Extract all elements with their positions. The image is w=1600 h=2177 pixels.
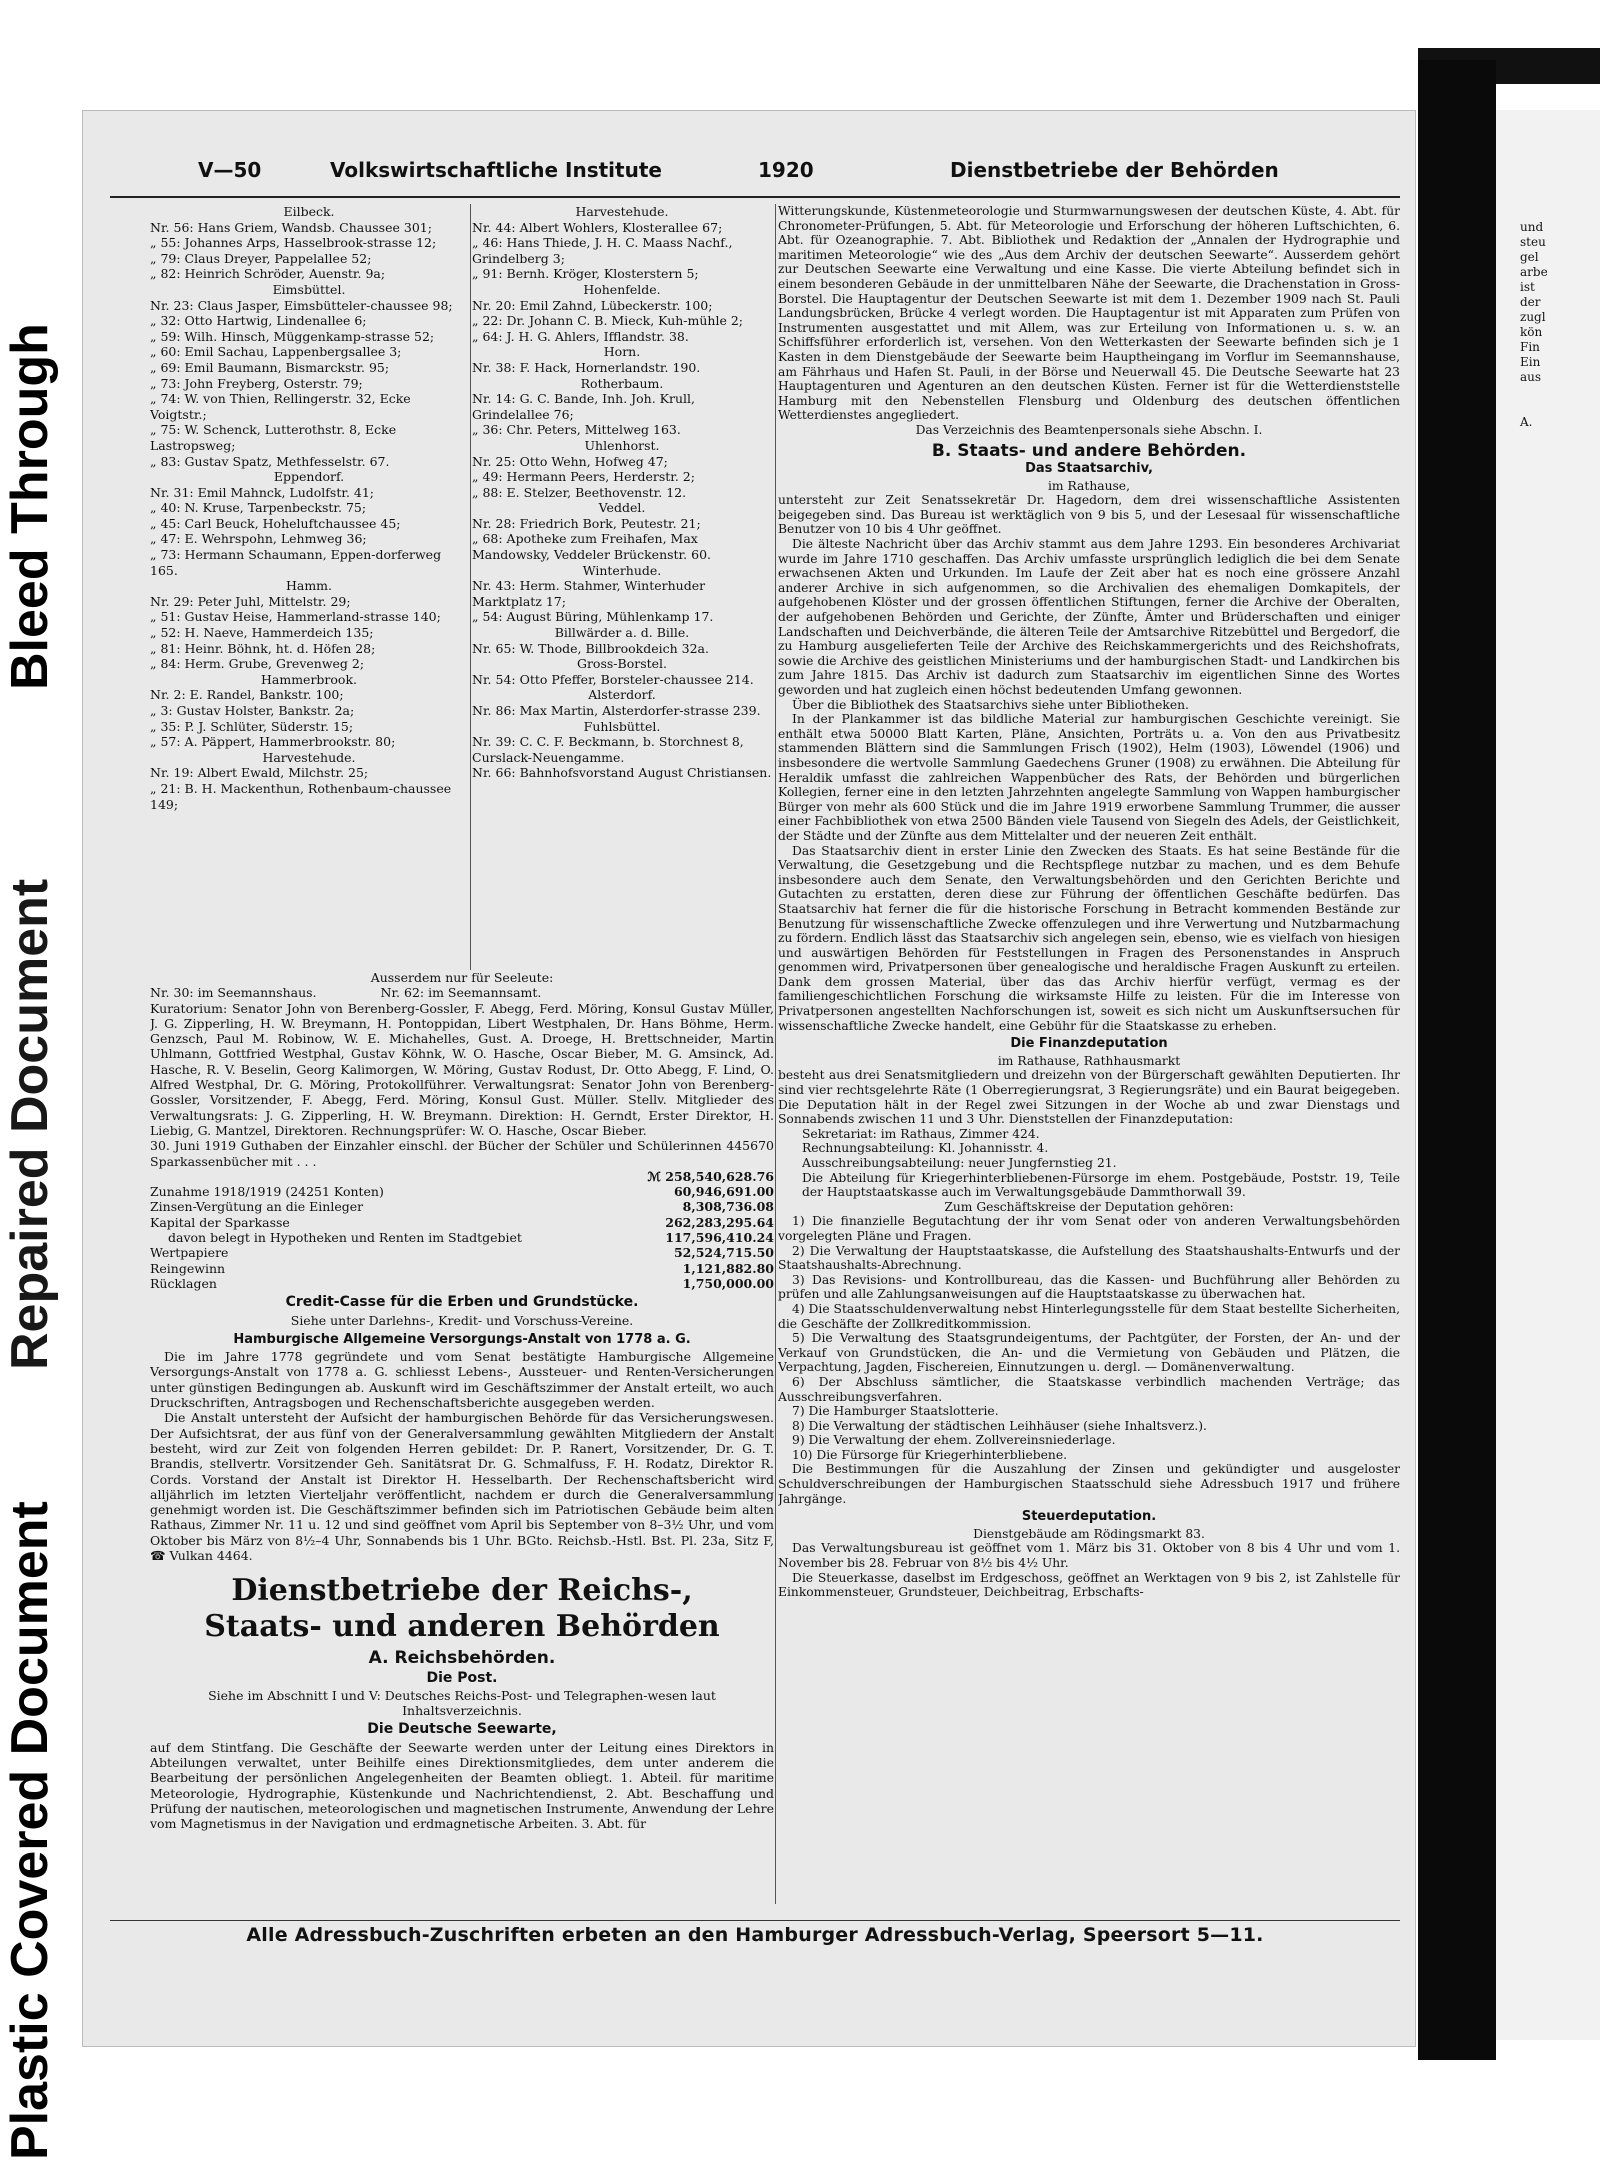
office-entry: Sekretariat: im Rathaus, Zimmer 424. xyxy=(802,1126,1040,1141)
sammelstelle-entry: „ 88: E. Stelzer, Beethovenstr. 12. xyxy=(472,484,687,500)
sammelstelle-entry: Nr. 39: C. C. F. Beckmann, b. Storchnest 8, Curslack-Neuengamme. xyxy=(472,734,744,765)
finanzdeputation-location: im Rathause, Rathhausmarkt xyxy=(997,1053,1181,1068)
district-heading: Harvestehude. xyxy=(575,204,669,219)
district-heading: Eimsbüttel. xyxy=(272,281,346,297)
geschaeftskreis-list xyxy=(778,1214,1400,1462)
sammelstelle-entry: „ 3: Gustav Holster, Bankstr. 2a; xyxy=(150,703,355,718)
facing-page-fragment: steu xyxy=(1520,235,1546,249)
facing-page-fragment: Ein xyxy=(1520,355,1541,369)
sammelstelle-entry: Nr. 19: Albert Ewald, Milchstr. 25; xyxy=(150,765,369,781)
margin-label-strip xyxy=(0,0,60,2177)
staatsarchiv-paragraph: Die älteste Nachricht über das Archiv stammt aus dem Jahre 1293. Ein besonderes Archivariat wurde im Jahre 1710 geschaffen. Das Archiv umfasste ursprünglich lediglich die bei dem Senate erwachsenen Akten und Urkunden. Im Laufe der Zeit aber hat es noch eine grössere Anzahl anderer Archive in sich aufgenommen, so die Archivalien des ehemaligen Domkapitels, der aufgehobenen Klöster und der grossen öffentlichen Stiftungen, ferner die Archive der Oberalten, der aufgehobenen Behörden und Gerichte, der Zünfte, Ämter und Brüderschaften und einiger Landschaften und Deichverbände, die älteren Teile der Amtsarchive Ritzebüttel und Bergedorf, die zu Hamburg ausgelieferten Teile der Archive des Reichskammergerichts und des Reichshofrats, sowie die Archive des geistlichen Ministeriums und der hamburgischen Stadt- und Landkirchen bis zum Jahre 1815. Das Archiv ist dadurch zum Staatsarchiv im eigentlichen Sinne des Wortes geworden und hat zugleich einen höchst bedeutenden Umfang gewonnen. xyxy=(778,537,1400,697)
sammelstelle-entry: „ 75: W. Schenck, Lutterothstr. 8, Ecke Lastropsweg; xyxy=(150,422,397,453)
finance-row xyxy=(150,1199,774,1214)
reichsbehoerden-heading: A. Reichsbehörden. xyxy=(368,1648,556,1669)
finance-row xyxy=(150,1184,774,1199)
finance-row xyxy=(150,1230,774,1245)
finanzdeputation-offices xyxy=(778,1127,1400,1200)
sammelstelle-entry: „ 52: H. Naeve, Hammerdeich 135; xyxy=(150,625,374,641)
duty-item: 1) Die finanzielle Begutachtung der ihr vom Senat oder von anderen Verwaltungsbehörden vorgelegten Pläne und Fragen. xyxy=(778,1214,1400,1243)
sammelstelle-entry: „ 59: Wilh. Hinsch, Müggenkamp-strasse 52; xyxy=(150,328,435,344)
district-heading: Veddel. xyxy=(598,500,646,516)
sammelstelle-entry: „ 68: Apotheke zum Freihafen, Max Mandowsky, Veddeler Brückenstr. 60. xyxy=(472,531,711,563)
sammelstelle-entry: „ 74: W. von Thien, Rellingerstr. 32, Ecke Voigtstr.; xyxy=(150,391,411,422)
finance-value: 8,308,736.08 xyxy=(682,1199,774,1215)
finance-value: 60,946,691.00 xyxy=(673,1184,774,1200)
staatsarchiv-paragraph: Über die Bibliothek des Staatsarchivs siehe unter Bibliotheken. xyxy=(792,697,1189,712)
header-year: 1920 xyxy=(758,158,814,182)
kuratorium-text: Kuratorium: Senator John von Berenberg-Gossler, F. Abegg, Ferd. Möring, Konsul Gustav Müller, J. G. Zipperling, H. W. Breymann, H. Pontoppidan, Libert Westphalen, Dr. Hans Böhme, Herm. Genzsch, Paul M. Robinow, W. E. Michahelles, Gust. A. Droege, H. Brettschneider, Martin Uhlmann, Gottfried Westphal, Gustav Köhnk, W. O. Hasche, Oscar Bieber, M. G. Amsinck, Ad. Hasche, R. V. Beselin, Georg Kalimorgen, W. Möring, Gustav Rodust, Dr. Otto Abegg, F. Lind, O. Alfred Westphal, Dr. G. Möring, Protokollführer. Verwaltungsrat: Senator John von Berenberg-Gossler, Vorsitzender, F. Abegg, Ferd. Möring, Konsul Gust. Müller. Stellv. Mitglieder des Verwaltungsrats: J. G. Zipperling, H. W. Breymann. Direktion: H. Gerndt, Erster Direktor, H. Liebig, G. Mantzel, Direktoren. Rechnungsprüfer: W. O. Hasche, Oscar Bieber. xyxy=(150,1000,774,1138)
finance-label: Zinsen-Vergütung an die Einleger xyxy=(150,1199,364,1215)
bleed-through-label: Bleed Through xyxy=(1,323,59,690)
district-heading: Hohenfelde. xyxy=(583,281,661,297)
sammelstelle-entry: „ 91: Bernh. Kröger, Klosterstern 5; xyxy=(472,266,699,282)
district-heading: Rotherbaum. xyxy=(580,375,664,391)
steuerdeputation-heading: Steuerdeputation. xyxy=(1021,1509,1157,1525)
district-heading: Harvestehude. xyxy=(262,749,356,765)
facing-page-fragment: aus xyxy=(1520,370,1542,384)
sammelstellen-column-left xyxy=(150,204,468,970)
district-heading: Hammerbrook. xyxy=(260,671,357,687)
finance-value: 262,283,295.64 xyxy=(665,1214,774,1230)
sammelstelle-entry: „ 46: Hans Thiede, J. H. C. Maass Nachf., Grindelberg 3; xyxy=(472,235,733,266)
steuerdeputation-location: Dienstgebäude am Rödingsmarkt 83. xyxy=(973,1526,1205,1541)
facing-page-fragment: kön xyxy=(1520,325,1543,339)
versorgung-heading: Hamburgische Allgemeine Versorgungs-Anstalt von 1778 a. G. xyxy=(233,1331,691,1347)
staatsarchiv-location: im Rathause, xyxy=(1048,478,1130,493)
right-main-column xyxy=(778,204,1400,1914)
staatsarchiv-paragraph: untersteht zur Zeit Senatssekretär Dr. Hagedorn, dem drei wissenschaftliche Assistenten beigegeben sind. Das Bureau ist werktäglich von 9 bis 5, und der Lesesaal für wissenschaftliche Benutzer von 10 bis 4 Uhr geöffnet. xyxy=(778,493,1400,537)
sammelstelle-entry: „ 32: Otto Hartwig, Lindenallee 6; xyxy=(150,313,367,329)
finance-value: 117,596,410.24 xyxy=(665,1230,774,1246)
geschaeftskreis-heading: Zum Geschäftskreise der Deputation gehören: xyxy=(944,1199,1234,1214)
header-rule xyxy=(110,196,1400,198)
finance-label: Zunahme 1918/1919 (24251 Konten) xyxy=(150,1184,384,1200)
sammelstelle-entry: „ 45: Carl Beuck, Hoheluftchaussee 45; xyxy=(150,515,401,531)
main-heading-line: Dienstbetriebe der Reichs-, xyxy=(231,1573,693,1609)
office-entry: Die Abteilung für Kriegerhinterbliebenen-Fürsorge im ehem. Postgebäude, Poststr. 19, Teile der Hauptstaatskasse auch im Verwaltungsgebäude Dammthorwall 39. xyxy=(802,1170,1400,1200)
repaired-document-label: Repaired Document xyxy=(1,878,59,1370)
main-heading-line: Staats- und anderen Behörden xyxy=(204,1609,720,1645)
facing-page-fragment: gel xyxy=(1520,250,1539,264)
sammelstelle-entry: „ 79: Claus Dreyer, Pappelallee 52; xyxy=(150,250,372,266)
section-title: Volkswirtschaftliche Institute xyxy=(330,158,662,182)
page-footer: Alle Adressbuch-Zuschriften erbeten an den Hamburger Adressbuch-Verlag, Speersort 5—11. xyxy=(246,1924,1264,1946)
seeleute-left: Nr. 30: im Seemannshaus. xyxy=(150,985,317,1001)
page-header xyxy=(110,158,1400,188)
facing-page-fragment: A. xyxy=(1520,415,1533,429)
duty-item: 7) Die Hamburger Staatslotterie. xyxy=(792,1404,999,1419)
sammelstelle-entry: „ 83: Gustav Spatz, Methfesselstr. 67. xyxy=(150,453,390,469)
finance-value: 52,524,715.50 xyxy=(673,1245,774,1261)
sammelstelle-entry: Nr. 31: Emil Mahnck, Ludolfstr. 41; xyxy=(150,484,375,500)
staatsarchiv-paragraph: Das Staatsarchiv dient in erster Linie den Zwecken des Staats. Es hat seine Bestände für die Verwaltung, die Gesetzgebung und die Rechtspflege nutzbar zu machen, und es dem Behufe insbesondere auch dem Senate, den Verwaltungsbehörden und den Gerichten Berichte und Gutachten zu erstatten, deren diese zur Führung der öffentlichen Geschäfte bedürfen. Das Staatsarchiv hat ferner die für die historische Forschung in Betracht kommenden Bestände zur Benutzung für wissenschaftliche Zwecke offenzulegen und ihre Verwertung und Nutzbarmachung zu fördern. Endlich lässt das Staatsarchiv sich angelegen sein, ebenso, wie es vielfach von hiesigen und auswärtigen Behörden für Feststellungen in Fragen des Personenstandes in Anspruch genommen wird, Privatpersonen über genealogische und heraldische Fragen Auskunft zu erteilen. Dank dem grossen Material, über das das Archiv hierfür verfügt, vermag es der familiengeschichtlichen Forschung die wirksamste Hilfe zu leisten. Für die im Interesse von Privatpersonen angestellten Nachforschungen ist, soweit es sich nicht um Auskunftsersuchen für wissenschaftliche Zwecke handelt, eine Gebühr für die Staatskasse zu erheben. xyxy=(778,843,1400,1033)
seeleute-right: Nr. 62: im Seemannsamt. xyxy=(380,985,542,1001)
steuerdeputation-paragraph: Die Steuerkasse, daselbst im Erdgeschoss, geöffnet an Werktagen von 9 bis 2, ist Zahlstelle für Einkommensteuer, Grundsteuer, Deichbeitrag, Erbschafts- xyxy=(778,1570,1400,1600)
duty-item: 3) Das Revisions- und Kontrollbureau, das die Kassen- und Buchführung aller Behörden zu prüfen und alle Zahlungsanweisungen auf die Hauptstaatskasse zu überwachen hat. xyxy=(778,1272,1400,1302)
chapter-title: Dienstbetriebe der Behörden xyxy=(950,158,1279,182)
staatsarchiv-paragraph: In der Plankammer ist das bildliche Material zur hamburgischen Geschichte vereinigt. Sie enthält etwa 50000 Blatt Karten, Pläne, Ansichten, Porträts u. a. Von den aus Privatbesitz stammenden Blättern sind die Sammlungen Frisch (1902), Helm (1903), Löwendel (1906) und insbesondere die wertvolle Sammlung Gaedechens Gruner (1908) zu erwähnen. Die Abteilung für Heraldik umfasst die zahlreichen Wappenbücher des Rats, der Behörden und bürgerlichen Kollegien, ferner eine in den letzten Jahrzehnten angelegte Sammlung von Wappen hamburgischer Bürger von mehr als 600 Stück und die im Jahre 1919 erworbene Sammlung Trummer, die ausser einer Fachbibliothek von etwa 2500 Bänden viele Tausend von Siegeln des Adels, der Geistlichkeit, der Städte und der Zünfte aus dem Mittelalter und der neueren Zeit enthält. xyxy=(778,712,1400,843)
finance-label: Rücklagen xyxy=(150,1275,217,1291)
sammelstelle-entry: „ 84: Herm. Grube, Grevenweg 2; xyxy=(150,656,365,672)
duty-item: 5) Die Verwaltung des Staatsgrundeigentums, der Pachtgüter, der Forsten, der An- und der Verkauf von Grundstücken, die An- und die Vermietung von Gebäuden und Plätzen, die Verpachtung, Jagden, Fischereien, Einnutzungen u. dergl. — Domänenverwaltung. xyxy=(778,1331,1400,1375)
sammelstelle-entry: „ 47: E. Wehrspohn, Lehmweg 36; xyxy=(150,531,367,547)
finanzdeputation-note: Die Bestimmungen für die Auszahlung der Zinsen und gekündigter und ausgeloster Schuldverschreibungen der Hamburgischen Staatsschuld siehe Adressbuch 1917 und frühere Jahrgänge. xyxy=(778,1462,1400,1506)
column-divider xyxy=(470,204,471,970)
district-heading: Fuhlsbüttel. xyxy=(583,718,661,734)
seeleute-heading: Ausserdem nur für Seeleute: xyxy=(370,970,554,985)
facing-page-fragment: und xyxy=(1520,220,1544,234)
duty-item: 2) Die Verwaltung der Hauptstaatskasse, die Aufstellung des Staatshaushalts-Entwurfs und der Staatshaushalts-Abrechnung. xyxy=(778,1243,1400,1273)
district-heading: Eilbeck. xyxy=(283,204,335,219)
finanzdeputation-heading: Die Finanzdeputation xyxy=(1010,1036,1168,1052)
sammelstelle-entry: Nr. 86: Max Martin, Alsterdorfer-strasse 239. xyxy=(472,703,761,718)
facing-page-fragment: arbe xyxy=(1520,265,1548,279)
versorgung-paragraph: Die im Jahre 1778 gegründete und vom Senat bestätigte Hamburgische Allgemeine Versorgungs-Anstalt von 1778 a. G. schliesst Lebens-, Aussteuer- und Renten-Versicherungen unter günstigen Bedingungen ab. Auskunft wird im Geschäftszimmer der Anstalt erteilt, wo auch Druckschriften, Antragsbogen und Rechenschaftsberichte ausgegeben werden. xyxy=(150,1349,774,1411)
sammelstelle-entry: Nr. 20: Emil Zahnd, Lübeckerstr. 100; xyxy=(472,297,713,313)
finance-label: Kapital der Sparkasse xyxy=(150,1214,290,1230)
sammelstelle-entry: „ 81: Heinr. Böhnk, ht. d. Höfen 28; xyxy=(150,640,376,656)
finance-row xyxy=(150,1245,774,1260)
main-heading xyxy=(150,1573,774,1645)
district-heading: Hamm. xyxy=(285,578,333,594)
sammelstelle-entry: Nr. 29: Peter Juhl, Mittelstr. 29; xyxy=(150,593,351,609)
left-lower-section xyxy=(150,970,774,1910)
facing-page-edge xyxy=(1496,110,1600,2040)
duty-item: 8) Die Verwaltung der städtischen Leihhäuser (siehe Inhaltsverz.). xyxy=(792,1418,1207,1433)
sammelstelle-entry: „ 69: Emil Baumann, Bismarckstr. 95; xyxy=(150,359,390,375)
finance-value: 1,121,882.80 xyxy=(682,1260,774,1276)
district-heading: Alsterdorf. xyxy=(588,687,656,703)
sammelstelle-entry: „ 60: Emil Sachau, Lappenbergsallee 3; xyxy=(150,344,402,360)
sammelstelle-entry: Nr. 38: F. Hack, Hornerlandstr. 190. xyxy=(472,359,701,375)
finance-intro: 30. Juni 1919 Guthaben der Einzahler einschl. der Bücher der Schüler und Schülerinnen 445670 Sparkassenbücher mit . . . xyxy=(150,1138,774,1169)
finance-label: Reingewinn xyxy=(150,1260,226,1276)
finance-label: Wertpapiere xyxy=(150,1245,229,1261)
duty-item: 9) Die Verwaltung der ehem. Zollvereinsniederlage. xyxy=(792,1433,1116,1448)
district-heading: Billwärder a. d. Bille. xyxy=(554,625,690,641)
finance-row xyxy=(150,1169,774,1184)
sammelstelle-entry: „ 40: N. Kruse, Tarpenbeckstr. 75; xyxy=(150,500,367,516)
facing-page-fragment: ist xyxy=(1520,280,1535,294)
duty-item: 6) Der Abschluss sämtlicher, die Staatskasse verbindlich machenden Verträge; das Ausschreibungsverfahren. xyxy=(778,1374,1400,1404)
sammelstelle-entry: „ 55: Johannes Arps, Hasselbrook-strasse 12; xyxy=(150,235,437,251)
finance-row xyxy=(150,1276,774,1291)
finance-value: ℳ 258,540,628.76 xyxy=(647,1168,774,1184)
versorgung-paragraph: Die Anstalt untersteht der Aufsicht der hamburgischen Behörde für das Versicherungswesen. Der Aufsichtsrat, der aus fünf von der Generalversammlung gewählten Mitgliedern der Anstalt besteht, wird zur Zeit von folgenden Herren gebildet: Dr. P. Ranert, Vorsitzender, Dr. G. T. Brandis, stellvertr. Vorsitzender Geh. Sanitätsrat Dr. G. Schmalfuss, F. H. Rodatz, Direktor R. Cords. Vorstand der Anstalt ist Direktor H. Hesselbarth. Der Rechenschaftsbericht wird alljährlich im letzten Vierteljahr veröffentlicht, nachdem er durch die Generalversammlung genehmigt worden ist. Die Geschäftszimmer befinden sich im Patriotischen Gebäude beim alten Rathaus, Zimmer Nr. 11 u. 12 und sind geöffnet vom April bis September von 8–3½ Uhr, und vom Oktober bis März von 8½–4 Uhr, Sonnabends bis 1 Uhr. BGto. Reichsb.-Hstl. Bst. Pl. 23a, Sitz F, ☎ Vulkan 4464. xyxy=(150,1410,774,1563)
sammelstellen-column-middle xyxy=(472,204,772,970)
office-entry: Rechnungsabteilung: Kl. Johannisstr. 4. xyxy=(802,1141,1049,1156)
post-heading: Die Post. xyxy=(426,1669,498,1686)
sammelstelle-entry: Nr. 14: G. C. Bande, Inh. Joh. Krull, Grindelallee 76; xyxy=(472,391,696,422)
district-heading: Winterhude. xyxy=(582,562,662,578)
sammelstelle-entry: „ 22: Dr. Johann C. B. Mieck, Kuh-mühle 2; xyxy=(472,313,744,329)
sammelstelle-entry: Nr. 23: Claus Jasper, Eimsbütteler-chaussee 98; xyxy=(150,297,453,313)
staatsbehoerden-heading: B. Staats- und andere Behörden. xyxy=(931,440,1247,461)
sammelstelle-entry: „ 54: August Büring, Mühlenkamp 17. xyxy=(472,609,714,625)
post-text: Siehe im Abschnitt I und V: Deutsches Reichs-Post- und Telegraphen-wesen laut Inhaltsverzeichnis. xyxy=(208,1687,716,1719)
district-heading: Eppendorf. xyxy=(273,469,345,485)
book-spine xyxy=(1418,60,1496,2060)
district-heading: Horn. xyxy=(603,344,641,360)
finance-label: davon belegt in Hypotheken und Renten im Stadtgebiet xyxy=(168,1230,522,1246)
finance-label xyxy=(150,1169,616,1184)
sammelstelle-entry: Nr. 28: Friedrich Bork, Peutestr. 21; xyxy=(472,515,701,531)
sammelstelle-entry: „ 49: Hermann Peers, Herderstr. 2; xyxy=(472,469,695,485)
finance-value: 1,750,000.00 xyxy=(682,1275,774,1291)
district-heading: Uhlenhorst. xyxy=(584,437,660,453)
seewarte-continued: Witterungskunde, Küstenmeteorologie und Sturmwarnungswesen der deutschen Küste, 4. Abt. für Chronometer-Prüfungen, 5. Abt. für Meteorologie und Erforschung der höheren Luftschichten, 6. Abt. für Ozeanographie. 7. Abt. Bibliothek und Redaktion der „Annalen der Hydrographie und maritimen Meteorologie“ wie des „Aus dem Archiv der deutschen Seewarte“. Ausserdem gehört zur Deutschen Seewarte eine Verwaltung und eine Kasse. Die vierte Abteilung befindet sich in einem besonderen Gebäude in der unmittelbaren Nähe der Seewarte, die Drachenstation in Gross-Borstel. Die Hauptagentur der Deutschen Seewarte ist mit dem 1. Dezember 1909 nach St. Pauli Landungsbrücken, Brücke 4 verlegt worden. Die Hauptagentur ist mit Apparaten zum Prüfen von Instrumenten ausgestattet und mit Allem, was zur Erteilung von Informationen u. s. w. an Schiffsführer erforderlich ist, versehen. Von den Wetterkasten der Seewarte befinden sich je 1 Kasten in dem Dienstgebäude der Seewarte beim Hauptheingang im Vorflur im Seemannshause, am Fährhaus und Hafen St. Pauli, in der Börse und Neuerwall 45. Die Deutsche Seewarte hat 23 Hauptagenturen und Agenturen an den deutschen Küsten. Ferner ist für die Wetterdienststelle Hamburg mit den Nebenstellen Flensburg und Oldenburg des deutschen öffentlichen Wetterdienstes angegliedert. xyxy=(778,204,1400,423)
sammelstelle-entry: „ 73: Hermann Schaumann, Eppen-dorferweg 165. xyxy=(150,547,442,578)
footer-rule xyxy=(110,1920,1400,1921)
duty-item: 4) Die Staatsschuldenverwaltung nebst Hinterlegungsstelle für dem Staat bestellte Sicherheiten, die Geschäfte der Zollkreditkommission. xyxy=(778,1301,1400,1331)
seeleute-entry xyxy=(150,985,774,1000)
duty-item: 10) Die Fürsorge für Kriegerhinterbliebene. xyxy=(792,1447,1068,1462)
sammelstelle-entry: Nr. 54: Otto Pfeffer, Borsteler-chaussee 214. xyxy=(472,671,754,687)
credit-casse-text: Siehe unter Darlehns-, Kredit- und Vorschuss-Vereine. xyxy=(290,1312,634,1328)
district-heading: Gross-Borstel. xyxy=(576,656,668,672)
finanzdeputation-paragraph: besteht aus drei Senatsmitgliedern und dreizehn von der Bürgerschaft gewählten Deputierten. Ihr sind vier rechtsgelehrte Räte (1 Oberregierungsrat, 3 Regierungsräte) und ein Baurat beigegeben. Die Deputation hält in der Regel zwei Sitzungen in der Woche ab und zwar Dienstags und Sonnabends zwischen 11 und 3 Uhr. Dienststellen der Finanzdeputation: xyxy=(778,1068,1400,1127)
sammelstelle-entry: „ 36: Chr. Peters, Mittelweg 163. xyxy=(472,422,681,438)
plastic-covered-label: Plastic Covered Document xyxy=(1,1501,59,2160)
facing-page-fragment: Fin xyxy=(1520,340,1540,354)
sammelstelle-entry: „ 64: J. H. G. Ahlers, Ifflandstr. 38. xyxy=(472,328,689,344)
sammelstelle-entry: „ 21: B. H. Mackenthun, Rothenbaum-chaussee 149; xyxy=(150,780,452,812)
steuerdeputation-paragraph: Das Verwaltungsbureau ist geöffnet vom 1. März bis 31. Oktober von 8 bis 4 Uhr und vom 1. November bis 28. Februar von 8½ bis 4½ Uhr. xyxy=(778,1541,1400,1571)
seewarte-text: auf dem Stintfang. Die Geschäfte der Seewarte werden unter der Leitung eines Direktors in Abteilungen verwaltet, unter Beihilfe eines Direktionsmitgliedes, dem unter anderem die Bearbeitung der persönlichen Angelegenheiten der Beamten obliegt. 1. Abteil. für maritime Meteorologie, Hydrographie, Küstenkunde und Nachrichtendienst, 2. Abt. Beschaffung und Prüfung der nautischen, meteorologischen und magnetischen Instrumente, Anwendung der Lehre vom Magnetismus in der Navigation und erdmagnetische Arbeiten. 3. Abt. für xyxy=(150,1739,774,1832)
column-divider xyxy=(775,204,776,1904)
facing-page-fragment: zugl xyxy=(1520,310,1546,324)
facing-page-fragment: der xyxy=(1520,295,1541,309)
sammelstelle-entry: Nr. 2: E. Randel, Bankstr. 100; xyxy=(150,687,344,703)
sammelstelle-entry: „ 57: A. Päppert, Hammerbrookstr. 80; xyxy=(150,734,396,750)
sammelstelle-entry: „ 73: John Freyberg, Osterstr. 79; xyxy=(150,375,363,391)
sammelstelle-entry: Nr. 44: Albert Wohlers, Klosterallee 67; xyxy=(472,219,723,235)
seewarte-heading: Die Deutsche Seewarte, xyxy=(367,1721,557,1738)
verzeichnis-note: Das Verzeichnis des Beamtenpersonals siehe Abschn. I. xyxy=(915,422,1263,437)
sammelstelle-entry: Nr. 25: Otto Wehn, Hofweg 47; xyxy=(472,453,668,469)
page-number: V—50 xyxy=(198,158,262,182)
sammelstelle-entry: „ 51: Gustav Heise, Hammerland-strasse 140; xyxy=(150,609,441,625)
finance-table xyxy=(150,1169,774,1291)
staatsarchiv-heading: Das Staatsarchiv, xyxy=(1025,461,1153,477)
office-entry: Ausschreibungsabteilung: neuer Jungfernstieg 21. xyxy=(802,1156,1117,1170)
sammelstelle-entry: Nr. 66: Bahnhofsvorstand August Christiansen. xyxy=(472,765,772,781)
sammelstelle-entry: Nr. 56: Hans Griem, Wandsb. Chaussee 301; xyxy=(150,219,432,235)
finance-row xyxy=(150,1215,774,1230)
credit-casse-heading: Credit-Casse für die Erben und Grundstücke. xyxy=(285,1294,639,1311)
sammelstelle-entry: Nr. 65: W. Thode, Billbrookdeich 32a. xyxy=(472,640,709,656)
sammelstelle-entry: „ 35: P. J. Schlüter, Süderstr. 15; xyxy=(150,718,354,734)
sammelstelle-entry: Nr. 43: Herm. Stahmer, Winterhuder Marktplatz 17; xyxy=(472,578,706,609)
finance-row xyxy=(150,1261,774,1276)
sammelstelle-entry: „ 82: Heinrich Schröder, Auenstr. 9a; xyxy=(150,266,386,282)
